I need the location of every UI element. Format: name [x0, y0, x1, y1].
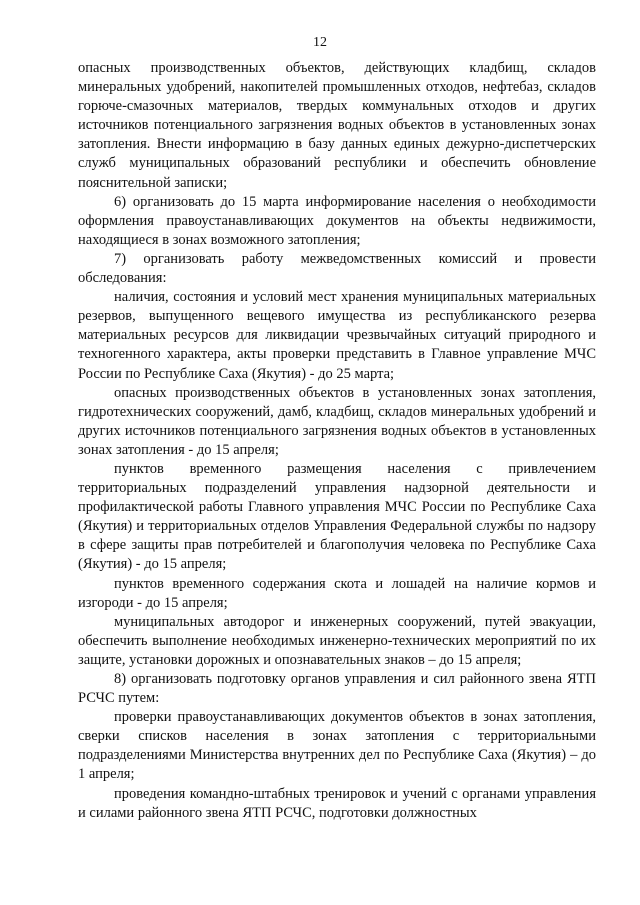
paragraph: опасных производственных объектов в установленных зонах затопления, гидротехнических сооружений, дамб, кладбищ, складов минеральных удобрений и других источников потенциального загрязнения водных объектов в установленных зонах затопления - до 15 апреля; [78, 384, 596, 458]
paragraph: муниципальных автодорог и инженерных сооружений, путей эвакуации, обеспечить выполнение необходимых инженерно-технических мероприятий по их защите, установки дорожных и опознавательных знаков – до 15 апреля; [78, 613, 596, 668]
paragraph: 8) организовать подготовку органов управления и сил районного звена ЯТП РСЧС путем: [78, 671, 596, 707]
paragraph: проверки правоустанавливающих документов объектов в зонах затопления, сверки списков населения в зонах затопления с территориальными подразделениями Министерства внутренних дел по Республике Саха (Якутия) – до 1 апреля; [78, 709, 596, 783]
paragraph: наличия, состояния и условий мест хранения муниципальных материальных резервов, выпущенного вещевого имущества из республиканского резерва материальных ресурсов для ликвидации чрезвычайных ситуаций природного и техногенного характера, акты проверки представить в Главное управление МЧС России по Республике Саха (Якутия) - до 25 марта; [78, 289, 596, 382]
paragraph: 6) организовать до 15 марта информирование населения о необходимости оформления правоустанавливающих документов на объекты недвижимости, находящиеся в зонах возможного затопления; [78, 193, 596, 248]
paragraph: 7) организовать работу межведомственных комиссий и провести обследования: [78, 250, 596, 287]
document-body [78, 59, 596, 823]
paragraph: пунктов временного размещения населения с привлечением территориальных подразделений управления надзорной деятельности и профилактической работы Главного управления МЧС России по Республике Саха (Якутия) и территориальных отделов Управления Федеральной службы по надзору в сфере защиты прав потребителей и благополучия человека по Республике Саха (Якутия) - до 15 апреля; [78, 460, 596, 573]
paragraph: пунктов временного содержания скота и лошадей на наличие кормов и изгороди - до 15 апреля; [78, 575, 596, 611]
paragraph: проведения командно-штабных тренировок и учений с органами управления и силами районного звена ЯТП РСЧС, подготовки должностных [78, 785, 596, 821]
page-number: 12 [313, 35, 327, 50]
paragraph: опасных производственных объектов, действующих кладбищ, складов минеральных удобрений, накопителей промышленных отходов, нефтебаз, складов горюче-смазочных материалов, твердых коммунальных отходов и других источников потенциального загрязнения водных объектов в установленных зонах затопления. Внести информацию в базу данных единых дежурно-диспетчерских служб муниципальных образований республики и обеспечить обновление пояснительной записки; [78, 60, 596, 191]
